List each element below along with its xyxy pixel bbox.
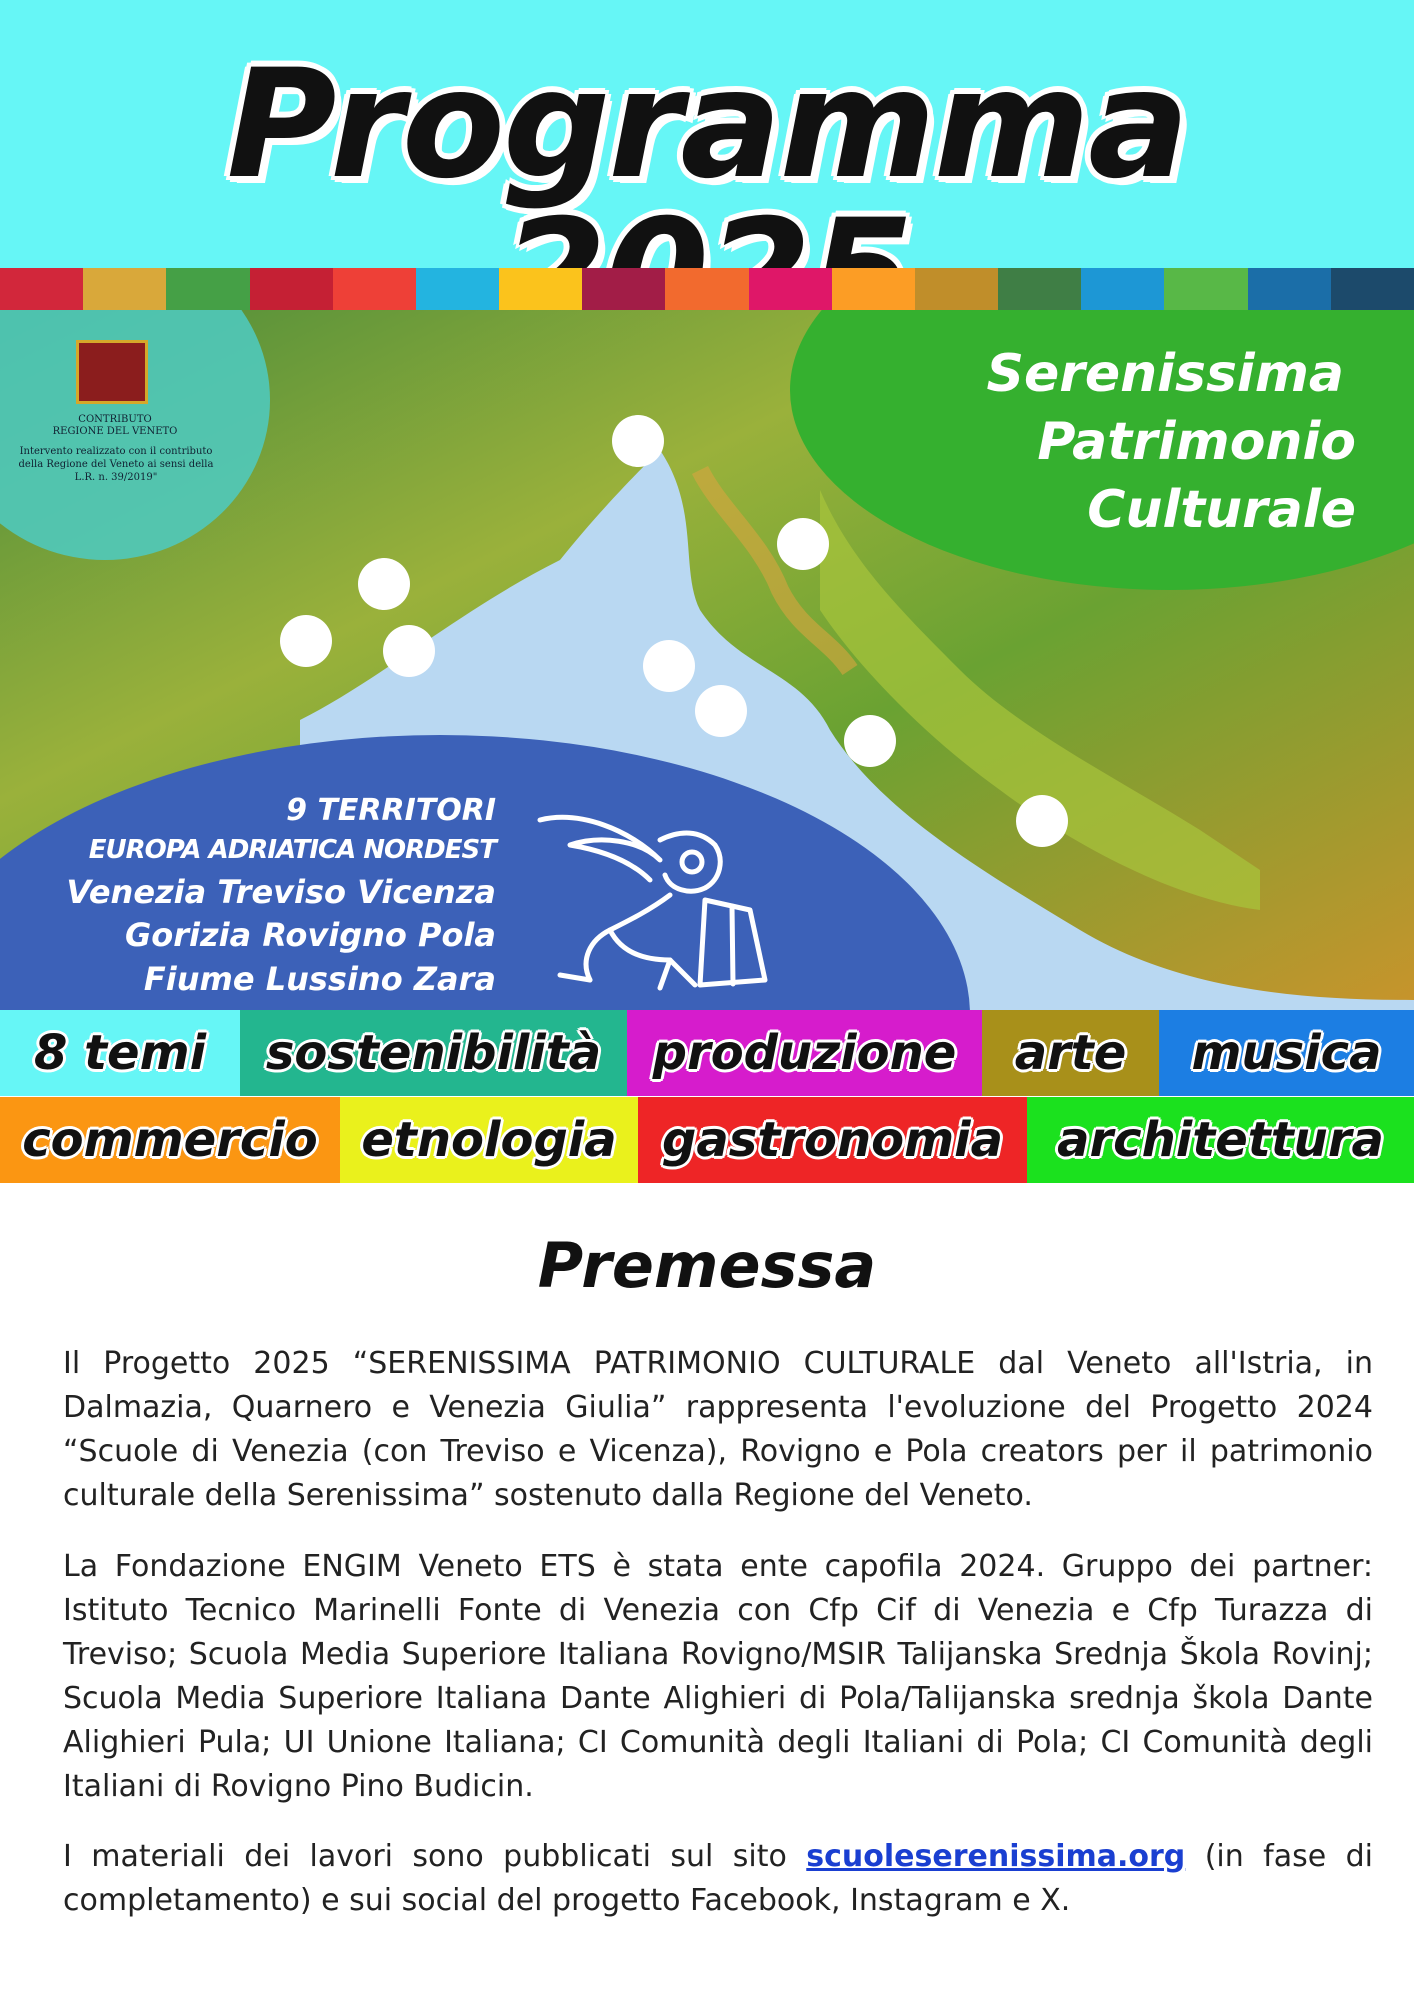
stripe-segment [416,268,499,310]
map-marker [643,640,695,692]
stripe-segment [749,268,832,310]
theme-tile: architettura [1027,1097,1414,1183]
paragraph-text: (in fase di completamento) e sui social del progetto Facebook, Instagram e X. [63,1839,1373,1918]
territori-line1: Venezia Treviso Vicenza [66,873,496,911]
regione-veneto-crest-icon [76,340,148,404]
color-stripe [0,268,1414,310]
map-marker [777,518,829,570]
map-marker [695,685,747,737]
map-marker [612,415,664,467]
page-title: Programma [226,38,1188,212]
territori-line3: Fiume Lussino Zara [143,960,496,998]
theme-tile: sostenibilità [240,1010,627,1096]
stripe-segment [1081,268,1164,310]
paragraph-text: I materiali dei lavori sono pubblicati sul sito [63,1839,807,1874]
premessa-paragraph-1: Il Progetto 2025 “SERENISSIMA PATRIMONIO CULTURALE dal Veneto all'Istria, in Dalmazia, Quarnero e Venezia Giulia” rappresenta l'evoluzione del Progetto 2024 “Scuole di Venezia (con Treviso e Vicenza), Rovigno e Pola creators per il patrimonio culturale della Serenissima” sostenuto dalla Regione del Veneto. [63,1346,1373,1513]
themes-row-2 [0,1097,1414,1183]
stripe-segment [1248,268,1331,310]
territori-line2: Gorizia Rovigno Pola [125,916,496,954]
theme-tile: arte [982,1010,1159,1096]
regione-note: Intervento realizzato con il contributo della Regione del Veneto ai sensi della L.R. n. 39/2019" [18,446,214,483]
stripe-segment [832,268,915,310]
project-name-line1: Serenissima [986,344,1344,404]
stripe-segment [665,268,748,310]
regione-label-line2: REGIONE DEL VENETO [52,426,178,437]
stripe-segment [998,268,1081,310]
map-marker [383,625,435,677]
map-marker [358,558,410,610]
theme-tile: etnologia [340,1097,638,1183]
stripe-segment [0,268,83,310]
website-link[interactable]: scuoleserenissima.org [806,1839,1186,1874]
theme-tile: musica [1159,1010,1414,1096]
theme-tile: 8 temi [0,1010,240,1096]
premessa-paragraph-2: La Fondazione ENGIM Veneto ETS è stata ente capofila 2024. Gruppo dei partner: Istituto Tecnico Marinelli Fonte di Venezia con Cfp Cif di Venezia e Cfp Turazza di Treviso; Scuola Media Superiore Italiana Rovigno/MSIR Talijanska Srednja Škola Rovinj; Scuola Media Superiore Italiana Dante Alighieri di Pola/Talijanska srednja škola Dante Alighieri Pula; UI Unione Italiana; CI Comunità degli Italiani di Pola; CI Comunità degli Italiani di Rovigno Pino Budicin. [63,1549,1373,1804]
themes-grid [0,1010,1414,1183]
stripe-segment [166,268,249,310]
stripe-segment [250,268,333,310]
project-name-line2: Patrimonio [1037,412,1356,472]
stripe-segment [1164,268,1247,310]
theme-tile: gastronomia [638,1097,1027,1183]
premessa-paragraph-3 [63,1835,1373,1923]
stripe-segment [499,268,582,310]
theme-tile: produzione [627,1010,982,1096]
winged-lion-icon [520,800,780,1000]
map-marker [844,715,896,767]
hero-map [0,310,1414,1010]
stripe-segment [333,268,416,310]
map-marker [1016,795,1068,847]
regione-label [10,414,220,438]
territori-region: EUROPA ADRIATICA NORDEST [88,835,496,865]
section-title: Premessa [537,1229,877,1302]
themes-row-1 [0,1010,1414,1096]
regione-label-line1: CONTRIBUTO [78,414,152,425]
stripe-segment [582,268,665,310]
territori-count: 9 TERRITORI [286,793,496,828]
map-marker [280,615,332,667]
theme-tile: commercio [0,1097,340,1183]
stripe-segment [915,268,998,310]
project-name-line3: Culturale [1087,480,1356,540]
header-banner [0,0,1414,268]
stripe-segment [1331,268,1414,310]
stripe-segment [83,268,166,310]
